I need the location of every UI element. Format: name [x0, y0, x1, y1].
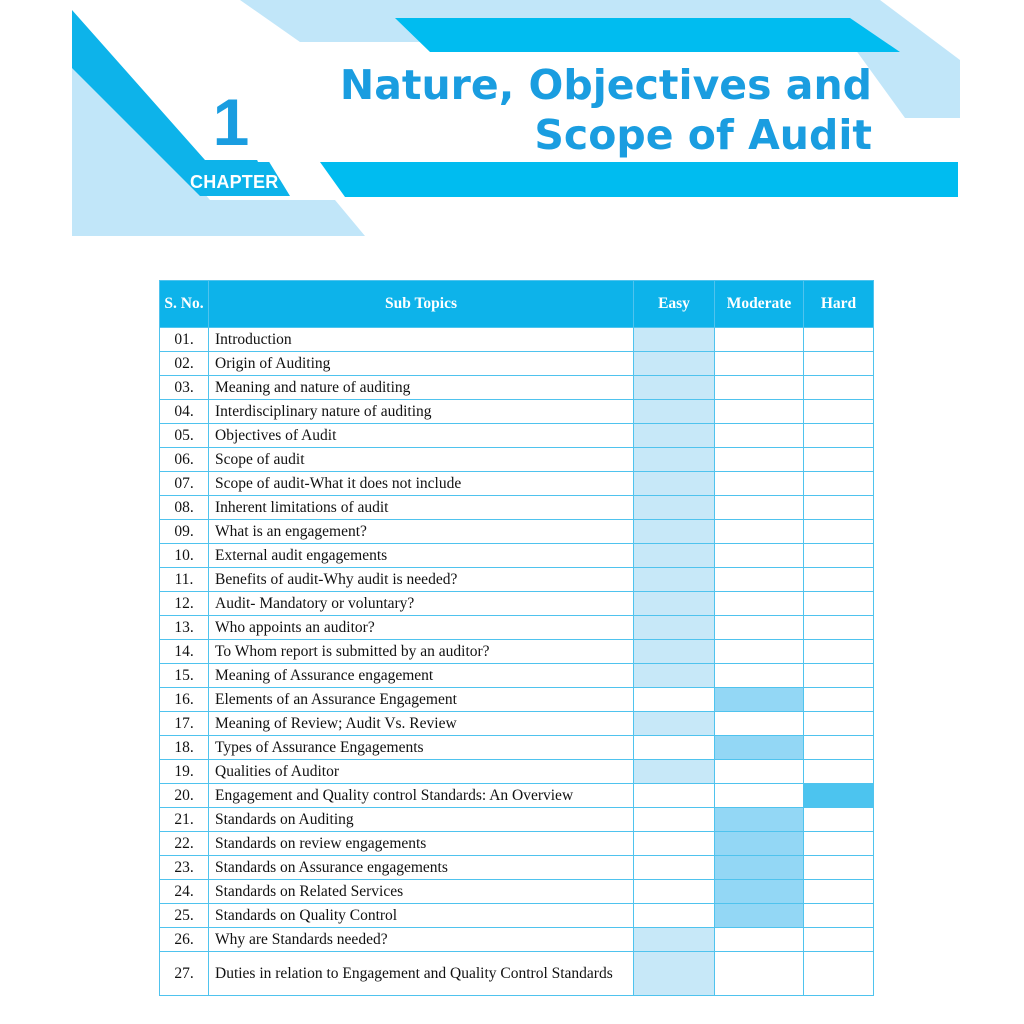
- row-sno: 06.: [160, 448, 209, 472]
- difficulty-hard-cell: [804, 496, 874, 520]
- difficulty-moderate-cell: [715, 640, 804, 664]
- difficulty-hard-cell: [804, 328, 874, 352]
- row-sub-topic: To Whom report is submitted by an auditor?: [209, 640, 634, 664]
- chapter-title-line-1: Nature, Objectives and: [339, 61, 872, 109]
- difficulty-easy-cell: [634, 856, 715, 880]
- difficulty-hard-cell: [804, 520, 874, 544]
- table-header-row: [160, 281, 874, 328]
- row-sno: 09.: [160, 520, 209, 544]
- table-row: [160, 784, 874, 808]
- header-hard: Hard: [804, 281, 874, 328]
- difficulty-easy-cell: [634, 568, 715, 592]
- difficulty-hard-cell: [804, 712, 874, 736]
- difficulty-easy-cell: [634, 784, 715, 808]
- difficulty-hard-cell: [804, 808, 874, 832]
- table-row: [160, 448, 874, 472]
- table-row: [160, 760, 874, 784]
- row-sub-topic: Origin of Auditing: [209, 352, 634, 376]
- table-row: [160, 880, 874, 904]
- row-sno: 26.: [160, 928, 209, 952]
- row-sno: 08.: [160, 496, 209, 520]
- row-sub-topic: Scope of audit-What it does not include: [209, 472, 634, 496]
- difficulty-easy-cell: [634, 376, 715, 400]
- row-sno: 16.: [160, 688, 209, 712]
- row-sub-topic: Benefits of audit-Why audit is needed?: [209, 568, 634, 592]
- difficulty-hard-cell: [804, 688, 874, 712]
- difficulty-moderate-cell: [715, 496, 804, 520]
- difficulty-easy-cell: [634, 928, 715, 952]
- row-sno: 15.: [160, 664, 209, 688]
- difficulty-easy-cell: [634, 664, 715, 688]
- row-sub-topic: Standards on Quality Control: [209, 904, 634, 928]
- difficulty-easy-cell: [634, 592, 715, 616]
- row-sno: 22.: [160, 832, 209, 856]
- table-row: [160, 424, 874, 448]
- row-sno: 01.: [160, 328, 209, 352]
- difficulty-hard-cell: [804, 640, 874, 664]
- difficulty-moderate-cell: [715, 376, 804, 400]
- difficulty-easy-cell: [634, 904, 715, 928]
- difficulty-easy-cell: [634, 400, 715, 424]
- difficulty-moderate-cell: [715, 664, 804, 688]
- row-sno: 23.: [160, 856, 209, 880]
- difficulty-moderate-cell: [715, 832, 804, 856]
- row-sno: 20.: [160, 784, 209, 808]
- table-row: [160, 856, 874, 880]
- row-sub-topic: Who appoints an auditor?: [209, 616, 634, 640]
- row-sno: 11.: [160, 568, 209, 592]
- difficulty-moderate-cell: [715, 616, 804, 640]
- table-row: [160, 904, 874, 928]
- difficulty-hard-cell: [804, 424, 874, 448]
- row-sno: 07.: [160, 472, 209, 496]
- header-sno: S. No.: [160, 281, 209, 328]
- table-row: [160, 832, 874, 856]
- row-sub-topic: Objectives of Audit: [209, 424, 634, 448]
- difficulty-easy-cell: [634, 496, 715, 520]
- difficulty-moderate-cell: [715, 952, 804, 996]
- difficulty-moderate-cell: [715, 544, 804, 568]
- difficulty-hard-cell: [804, 856, 874, 880]
- chapter-title: [340, 60, 872, 160]
- difficulty-easy-cell: [634, 760, 715, 784]
- row-sno: 02.: [160, 352, 209, 376]
- table-row: [160, 520, 874, 544]
- row-sub-topic: Standards on Related Services: [209, 880, 634, 904]
- difficulty-hard-cell: [804, 784, 874, 808]
- table-row: [160, 352, 874, 376]
- difficulty-hard-cell: [804, 928, 874, 952]
- row-sno: 24.: [160, 880, 209, 904]
- difficulty-hard-cell: [804, 880, 874, 904]
- row-sno: 17.: [160, 712, 209, 736]
- difficulty-moderate-cell: [715, 448, 804, 472]
- table-row: [160, 592, 874, 616]
- difficulty-hard-cell: [804, 664, 874, 688]
- difficulty-hard-cell: [804, 472, 874, 496]
- row-sub-topic: Why are Standards needed?: [209, 928, 634, 952]
- difficulty-moderate-cell: [715, 880, 804, 904]
- row-sub-topic: Meaning of Review; Audit Vs. Review: [209, 712, 634, 736]
- difficulty-moderate-cell: [715, 352, 804, 376]
- table-row: [160, 472, 874, 496]
- difficulty-easy-cell: [634, 640, 715, 664]
- table-row: [160, 616, 874, 640]
- difficulty-moderate-cell: [715, 904, 804, 928]
- difficulty-easy-cell: [634, 472, 715, 496]
- row-sno: 12.: [160, 592, 209, 616]
- difficulty-moderate-cell: [715, 688, 804, 712]
- row-sub-topic: Meaning of Assurance engagement: [209, 664, 634, 688]
- difficulty-easy-cell: [634, 352, 715, 376]
- table-row: [160, 376, 874, 400]
- row-sub-topic: Elements of an Assurance Engagement: [209, 688, 634, 712]
- row-sno: 05.: [160, 424, 209, 448]
- difficulty-moderate-cell: [715, 928, 804, 952]
- row-sno: 19.: [160, 760, 209, 784]
- table-row: [160, 400, 874, 424]
- difficulty-easy-cell: [634, 712, 715, 736]
- difficulty-moderate-cell: [715, 712, 804, 736]
- header-moderate: Moderate: [715, 281, 804, 328]
- table-row: [160, 664, 874, 688]
- difficulty-easy-cell: [634, 616, 715, 640]
- table-row: [160, 640, 874, 664]
- difficulty-hard-cell: [804, 544, 874, 568]
- row-sub-topic: Audit- Mandatory or voluntary?: [209, 592, 634, 616]
- difficulty-moderate-cell: [715, 760, 804, 784]
- row-sub-topic: Standards on Auditing: [209, 808, 634, 832]
- difficulty-moderate-cell: [715, 856, 804, 880]
- difficulty-easy-cell: [634, 520, 715, 544]
- table-row: [160, 568, 874, 592]
- table-row: [160, 328, 874, 352]
- difficulty-moderate-cell: [715, 328, 804, 352]
- difficulty-moderate-cell: [715, 424, 804, 448]
- table-row: [160, 544, 874, 568]
- difficulty-easy-cell: [634, 424, 715, 448]
- row-sno: 04.: [160, 400, 209, 424]
- table-row: [160, 496, 874, 520]
- difficulty-easy-cell: [634, 880, 715, 904]
- banner-title-band: [395, 18, 900, 52]
- difficulty-moderate-cell: [715, 784, 804, 808]
- row-sub-topic: Standards on review engagements: [209, 832, 634, 856]
- difficulty-hard-cell: [804, 376, 874, 400]
- header-sub-topics: Sub Topics: [209, 281, 634, 328]
- table-row: [160, 952, 874, 996]
- row-sub-topic: Inherent limitations of audit: [209, 496, 634, 520]
- difficulty-easy-cell: [634, 448, 715, 472]
- row-sno: 13.: [160, 616, 209, 640]
- difficulty-moderate-cell: [715, 520, 804, 544]
- row-sno: 18.: [160, 736, 209, 760]
- row-sub-topic: Types of Assurance Engagements: [209, 736, 634, 760]
- difficulty-hard-cell: [804, 352, 874, 376]
- table-row: [160, 808, 874, 832]
- row-sub-topic: External audit engagements: [209, 544, 634, 568]
- row-sno: 10.: [160, 544, 209, 568]
- difficulty-hard-cell: [804, 592, 874, 616]
- row-sub-topic: Introduction: [209, 328, 634, 352]
- difficulty-moderate-cell: [715, 736, 804, 760]
- chapter-number: 1: [212, 85, 250, 159]
- row-sub-topic: Duties in relation to Engagement and Quality Control Standards: [209, 952, 634, 996]
- difficulty-easy-cell: [634, 688, 715, 712]
- row-sno: 25.: [160, 904, 209, 928]
- table-row: [160, 688, 874, 712]
- difficulty-hard-cell: [804, 904, 874, 928]
- header-easy: Easy: [634, 281, 715, 328]
- chapter-label: CHAPTER: [190, 172, 279, 192]
- difficulty-hard-cell: [804, 760, 874, 784]
- difficulty-hard-cell: [804, 832, 874, 856]
- difficulty-hard-cell: [804, 448, 874, 472]
- difficulty-moderate-cell: [715, 808, 804, 832]
- table-row: [160, 928, 874, 952]
- banner-bottom-band: [320, 162, 958, 197]
- difficulty-easy-cell: [634, 952, 715, 996]
- difficulty-moderate-cell: [715, 568, 804, 592]
- difficulty-hard-cell: [804, 616, 874, 640]
- difficulty-easy-cell: [634, 808, 715, 832]
- row-sub-topic: Scope of audit: [209, 448, 634, 472]
- difficulty-easy-cell: [634, 832, 715, 856]
- difficulty-easy-cell: [634, 328, 715, 352]
- row-sub-topic: Qualities of Auditor: [209, 760, 634, 784]
- sub-topics-table: [159, 280, 874, 996]
- row-sub-topic: Meaning and nature of auditing: [209, 376, 634, 400]
- row-sno: 03.: [160, 376, 209, 400]
- row-sub-topic: Engagement and Quality control Standards: An Overview: [209, 784, 634, 808]
- row-sno: 21.: [160, 808, 209, 832]
- row-sno: 27.: [160, 952, 209, 996]
- difficulty-moderate-cell: [715, 400, 804, 424]
- difficulty-moderate-cell: [715, 592, 804, 616]
- table-body: [160, 328, 874, 996]
- difficulty-hard-cell: [804, 568, 874, 592]
- table-row: [160, 712, 874, 736]
- difficulty-easy-cell: [634, 736, 715, 760]
- table-row: [160, 736, 874, 760]
- row-sub-topic: Interdisciplinary nature of auditing: [209, 400, 634, 424]
- difficulty-hard-cell: [804, 736, 874, 760]
- difficulty-moderate-cell: [715, 472, 804, 496]
- difficulty-easy-cell: [634, 544, 715, 568]
- row-sub-topic: Standards on Assurance engagements: [209, 856, 634, 880]
- chapter-title-line-2: Scope of Audit: [534, 111, 872, 159]
- difficulty-hard-cell: [804, 952, 874, 996]
- row-sno: 14.: [160, 640, 209, 664]
- row-sub-topic: What is an engagement?: [209, 520, 634, 544]
- difficulty-hard-cell: [804, 400, 874, 424]
